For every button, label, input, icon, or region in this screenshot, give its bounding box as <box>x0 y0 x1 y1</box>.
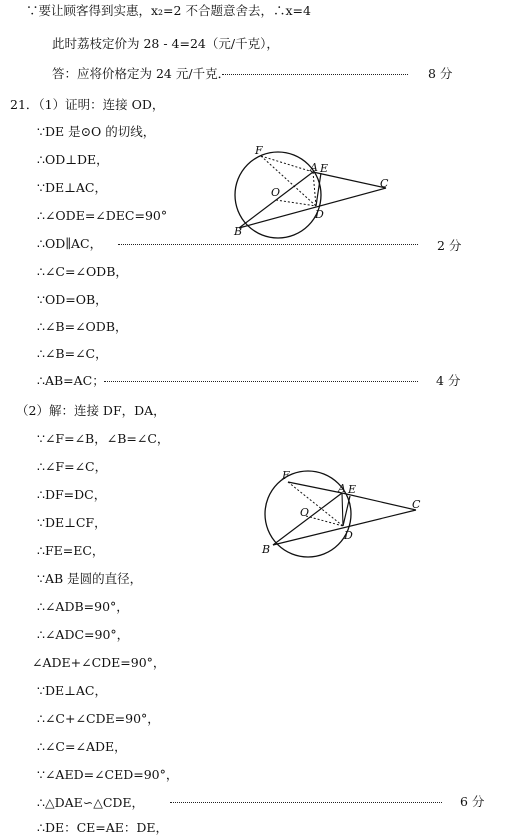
dot-leader <box>222 74 408 75</box>
proof-line: ∴∠C=∠ODB， <box>37 264 128 279</box>
label-a: A <box>338 482 346 495</box>
dot-leader <box>104 381 418 382</box>
label-d: D <box>344 529 353 542</box>
label-d: D <box>315 208 324 221</box>
solution-line: ∴∠C=∠ADE， <box>37 739 127 754</box>
segment-ad <box>342 493 343 526</box>
proof-line: ∴OD⊥DE， <box>37 152 109 167</box>
geometry-figure-2 <box>258 460 428 560</box>
segment-ba <box>273 493 342 545</box>
proof-line: ∴AB=AC； <box>37 373 105 388</box>
solution-line: ∵DE⊥AC， <box>37 683 107 698</box>
proof-line: ∵DE 是⊙O 的切线， <box>37 124 156 139</box>
label-f: F <box>255 144 263 157</box>
geometry-figure-1 <box>228 140 408 250</box>
segment-bc <box>239 188 386 228</box>
label-o: O <box>300 506 310 519</box>
score-2: 2 分 <box>437 238 462 253</box>
solution-line: ∴∠ADC=90°， <box>37 627 130 642</box>
solution-line: ∴DE：CE=AE：DE， <box>37 820 169 835</box>
q20-line-2: 此时荔枝定价为 28 - 4=24（元/千克）， <box>52 36 279 51</box>
label-b: B <box>234 225 243 238</box>
q20-line-1: ∵要让顾客得到实惠，x₂=2 不合题意舍去，∴x=4 <box>26 3 311 18</box>
segment-fa-dashed <box>261 156 313 172</box>
solution-line: ∴DF=DC， <box>37 487 107 502</box>
solution-line: ∴FE=EC， <box>37 543 105 558</box>
segment-de <box>343 496 350 526</box>
solution-line: ∵DE⊥CF， <box>37 515 107 530</box>
score-4: 4 分 <box>436 373 461 388</box>
q21-part1-title: 21．（1）证明：连接 OD， <box>10 97 165 112</box>
segment-fa <box>288 482 342 493</box>
label-e: E <box>348 483 357 496</box>
label-c: C <box>380 177 389 190</box>
label-f: F <box>282 469 290 482</box>
dot-leader <box>170 802 442 803</box>
segment-fd-dashed <box>288 482 343 526</box>
label-a: A <box>310 161 318 174</box>
label-o: O <box>271 186 281 199</box>
proof-line: ∵DE⊥AC， <box>37 180 107 195</box>
solution-line: ∵∠F=∠B，∠B=∠C， <box>37 431 170 446</box>
solution-line: ∵AB 是圆的直径， <box>37 571 143 586</box>
proof-line: ∴∠B=∠ODB， <box>37 319 128 334</box>
proof-line: ∴OD∥AC， <box>37 236 103 251</box>
solution-line: ∵∠AED=∠CED=90°， <box>37 767 179 782</box>
solution-line: ∴∠C+∠CDE=90°， <box>37 711 160 726</box>
score-8: 8 分 <box>428 66 453 81</box>
segment-od-dashed <box>276 200 316 206</box>
solution-line: ∴∠ADB=90°， <box>37 599 129 614</box>
score-6: 6 分 <box>460 794 485 809</box>
solution-line: ∴△DAE∽△CDE， <box>37 795 145 810</box>
label-c: C <box>412 498 421 511</box>
proof-line: ∴∠ODE=∠DEC=90° <box>37 208 168 223</box>
q20-line-3: 答：应将价格定为 24 元/千克． <box>52 66 231 81</box>
label-b: B <box>262 543 271 556</box>
segment-od-dashed <box>306 516 343 526</box>
solution-line: ∴∠F=∠C， <box>37 459 108 474</box>
q21-part2-title: （2）解：连接 DF，DA， <box>16 403 166 418</box>
proof-line: ∴∠B=∠C， <box>37 346 108 361</box>
proof-line: ∵OD=OB， <box>37 292 108 307</box>
segment-ad-dashed <box>313 172 316 206</box>
label-e: E <box>320 162 329 175</box>
solution-line: ∠ADE+∠CDE=90°， <box>32 655 166 670</box>
